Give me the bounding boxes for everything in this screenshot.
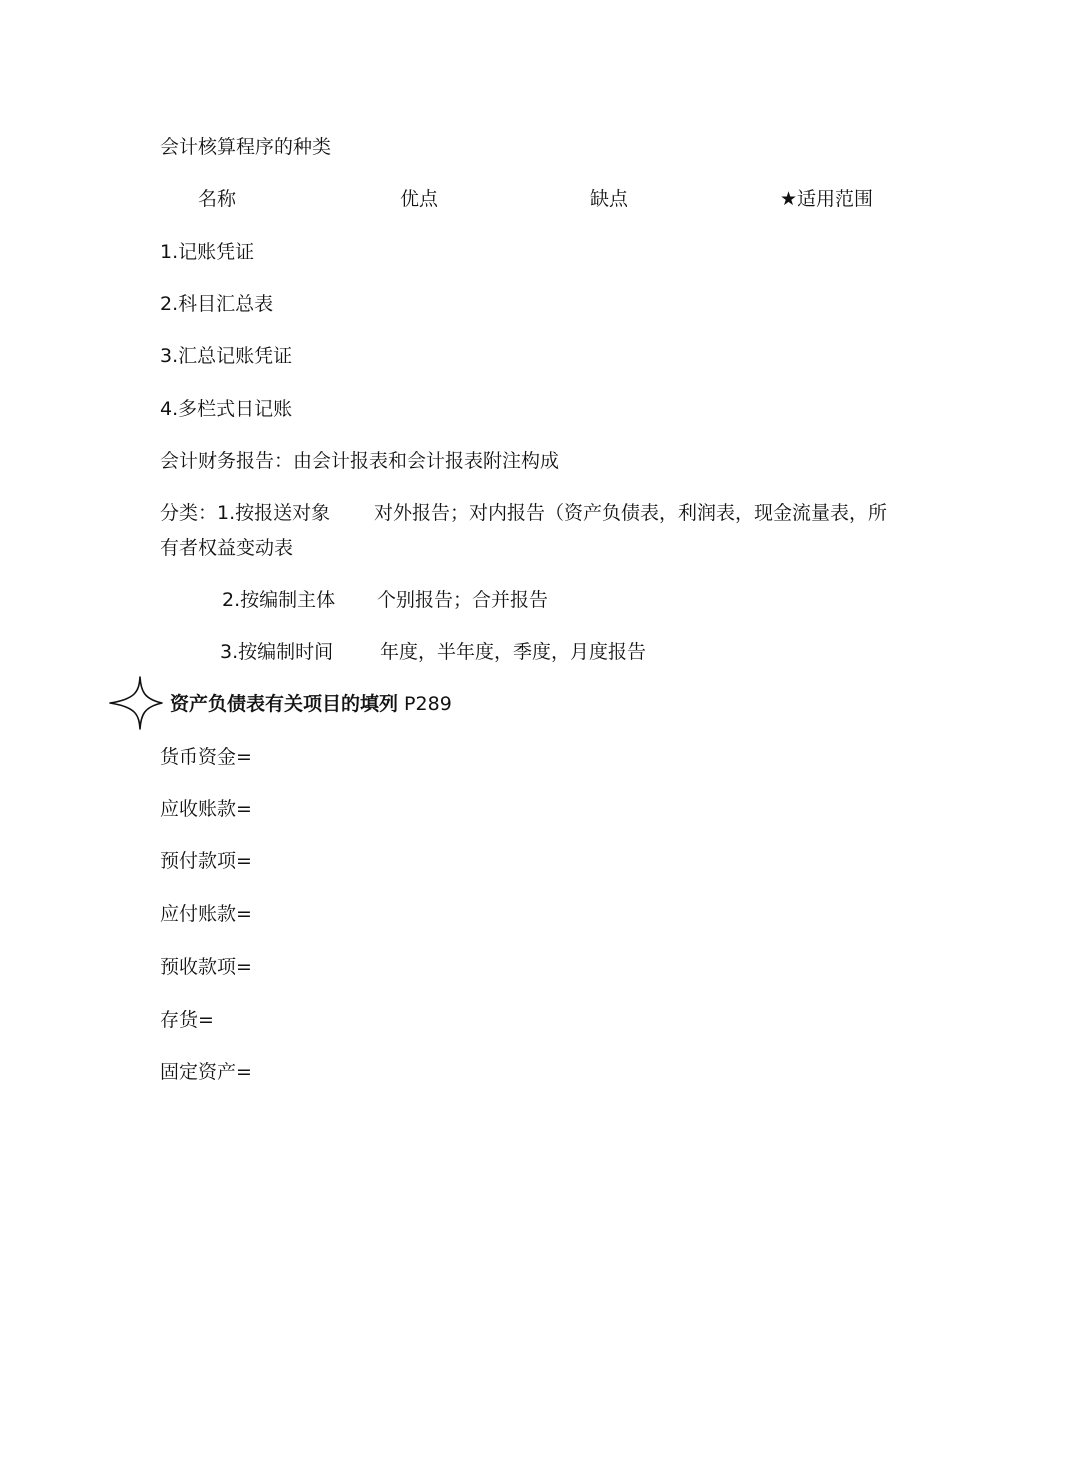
balance-item: 预付款项= — [160, 850, 252, 872]
classify-label-3: 3.按编制时间 — [220, 641, 334, 663]
balance-item: 存货= — [160, 1009, 214, 1031]
balance-sheet-title-text: 资产负债表有关项目的填列 — [170, 693, 399, 715]
column-header-advantage: 优点 — [400, 188, 439, 210]
column-header-scope: ★适用范围 — [780, 188, 874, 210]
classify-label-2: 2.按编制主体 — [222, 589, 336, 611]
four-point-star-icon — [108, 675, 164, 731]
balance-sheet-page-ref: P289 — [398, 693, 452, 715]
classify-value-1-cont: 有者权益变动表 — [160, 537, 294, 559]
balance-item: 预收款项= — [160, 956, 252, 978]
balance-sheet-section-title — [170, 692, 452, 716]
balance-item: 货币资金= — [160, 746, 252, 768]
column-header-name: 名称 — [198, 188, 237, 210]
financial-report-definition: 会计财务报告：由会计报表和会计报表附注构成 — [160, 450, 560, 472]
classify-value-1: 对外报告；对内报告（资产负债表，利润表，现金流量表，所 — [374, 502, 888, 524]
classify-label-1: 分类：1.按报送对象 — [160, 502, 331, 524]
classify-value-3: 年度，半年度，季度，月度报告 — [380, 641, 647, 663]
section-title-accounting-procedures: 会计核算程序的种类 — [160, 136, 332, 158]
balance-item: 固定资产= — [160, 1061, 252, 1083]
balance-item: 应收账款= — [160, 798, 252, 820]
list-item: 4.多栏式日记账 — [160, 398, 293, 420]
classify-value-2: 个别报告；合并报告 — [377, 589, 549, 611]
column-header-disadvantage: 缺点 — [590, 188, 629, 210]
balance-item: 应付账款= — [160, 903, 252, 925]
list-item: 1.记账凭证 — [160, 241, 255, 263]
list-item: 2.科目汇总表 — [160, 293, 274, 315]
list-item: 3.汇总记账凭证 — [160, 345, 293, 367]
